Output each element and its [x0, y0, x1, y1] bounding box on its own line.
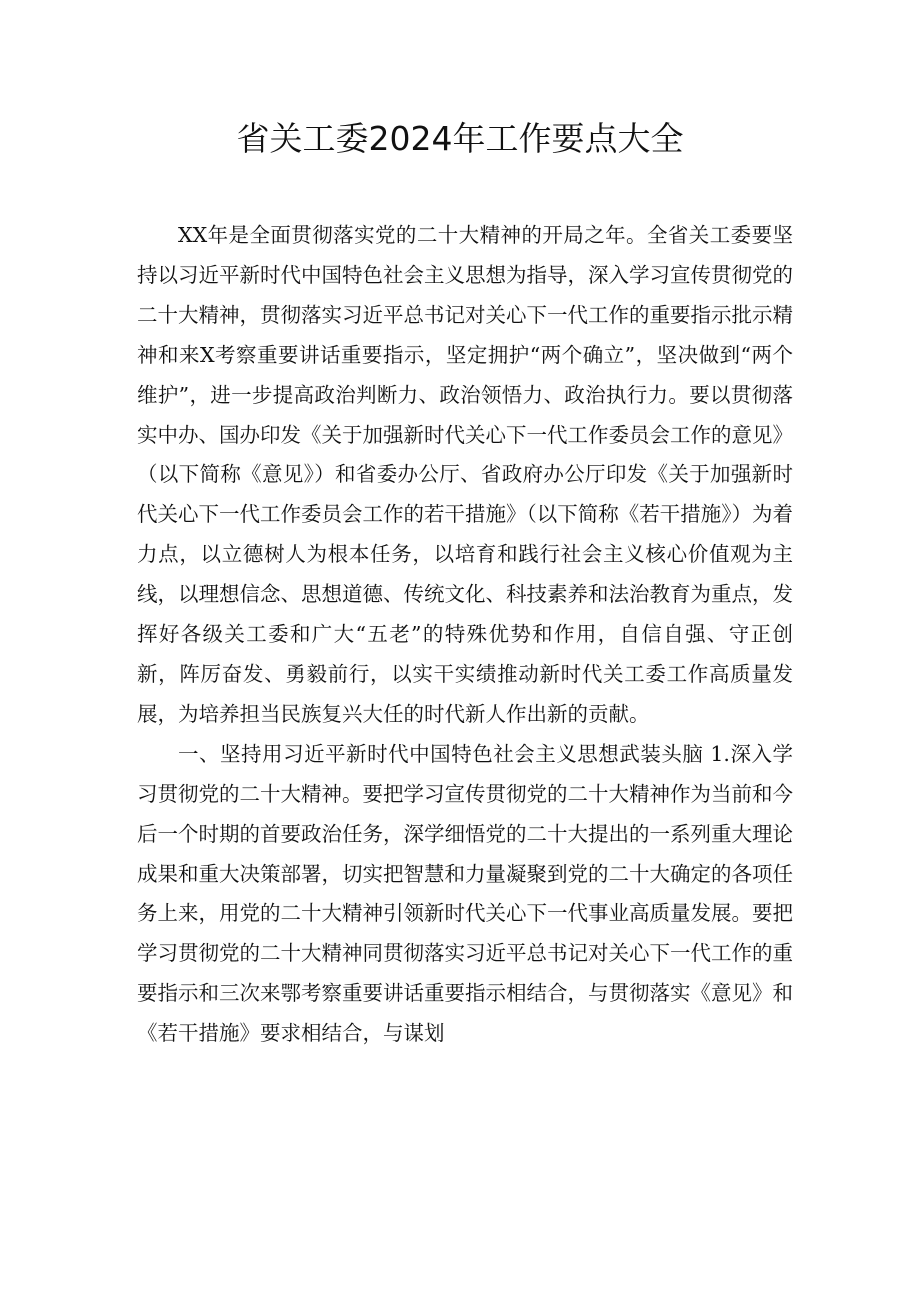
paragraph-section-one: 一、坚持用习近平新时代中国特色社会主义思想武装头脑 1.深入学习贯彻党的二十大精神。要把学习宣传贯彻党的二十大精神作为当前和今后一个时期的首要政治任务，深学细悟党的二十大提出的一系列重大理论成果和重大决策部署，切实把智慧和力量凝聚到党的二十大确定的各项任务上来，用党的二十大精神引领新时代关心下一代事业高质量发展。要把学习贯彻党的二十大精神同贯彻落实习近平总书记对关心下一代工作的重要指示和三次来鄂考察重要讲话重要指示相结合，与贯彻落实《意见》和《若干措施》要求相结合，与谋划: [137, 741, 793, 1046]
paragraph-intro: XX年是全面贯彻落实党的二十大精神的开局之年。全省关工委要坚持以习近平新时代中国特色社会主义思想为指导，深入学习宣传贯彻党的二十大精神，贯彻落实习近平总书记对关心下一代工作的重要指示批示精神和来X考察重要讲话重要指示，坚定拥护“两个确立”，坚决做到“两个维护”，进一步提高政治判断力、政治领悟力、政治执行力。要以贯彻落实中办、国办印发《关于加强新时代关心下一代工作委员会工作的意见》（以下简称《意见》）和省委办公厅、省政府办公厅印发《关于加强新时代关心下一代工作委员会工作的若干措施》（以下简称《若干措施》）为着力点，以立德树人为根本任务，以培育和践行社会主义核心价值观为主线，以理想信念、思想道德、传统文化、科技素养和法治教育为重点，发挥好各级关工委和广大“五老”的特殊优势和作用，自信自强、守正创新，阵厉奋发、勇毅前行，以实干实绩推动新时代关工委工作高质量发展，为培养担当民族复兴大任的时代新人作出新的贡献。: [137, 223, 793, 726]
document-title: 省关工委2024年工作要点大全: [236, 119, 684, 158]
document-body: [137, 216, 793, 1054]
